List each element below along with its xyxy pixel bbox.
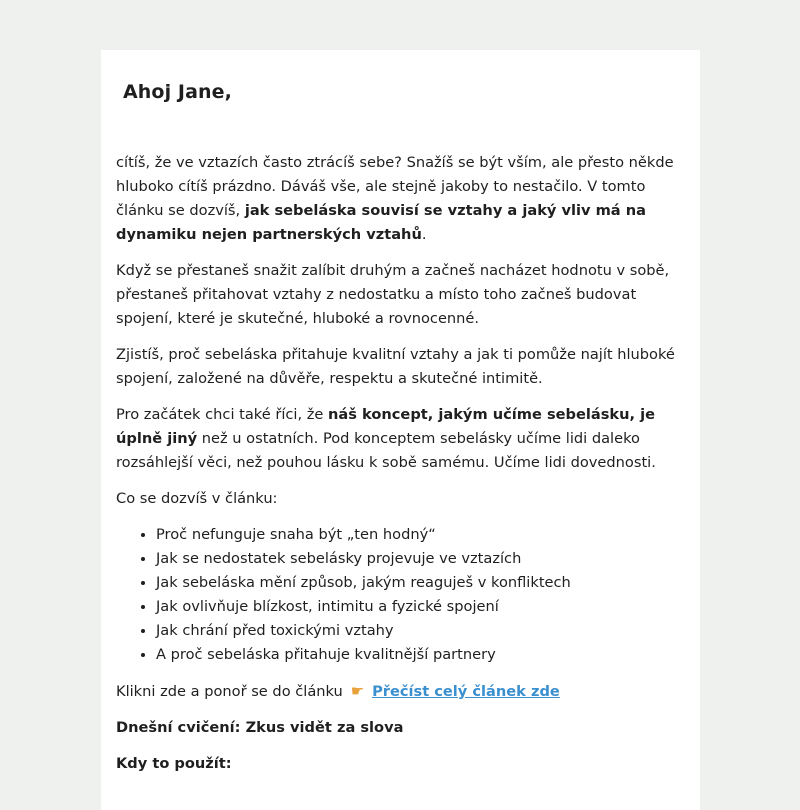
paragraph-3: Zjistíš, proč sebeláska přitahuje kvalitní vztahy a jak ti pomůže najít hluboké spojení, založené na důvěře, respektu a skutečné intimitě. xyxy=(116,346,675,387)
pointing-hand-icon: ☛ xyxy=(350,682,365,700)
email-body xyxy=(116,151,688,788)
paragraph-4-post: než u ostatních. Pod konceptem sebelásky učíme lidi daleko rozsáhlejší věci, než pouhou lásku k sobě samému. Učíme lidi dovednosti. xyxy=(116,430,656,471)
paragraph-4 xyxy=(116,403,688,475)
list-item: • Jak ovlivňuje blízkost, intimitu a fyzické spojení xyxy=(156,595,688,619)
list-item: • Jak chrání před toxickými vztahy xyxy=(156,619,688,643)
list-item: • A proč sebeláska přitahuje kvalitnější partnery xyxy=(156,643,688,667)
greeting: Ahoj Jane, xyxy=(123,81,232,103)
list-item: • Jak se nedostatek sebelásky projevuje ve vztazích xyxy=(156,547,688,571)
exercise-when: Kdy to použít: xyxy=(116,755,232,772)
intro-paragraph xyxy=(116,151,688,247)
email-card xyxy=(101,50,700,810)
cta-line xyxy=(116,679,688,704)
intro-bold: jak sebeláska souvisí se vztahy a jaký vliv má na dynamiku nejen partnerských vztahů xyxy=(116,202,646,243)
list-item: • Proč nefunguje snaha být „ten hodný“ xyxy=(156,523,688,547)
intro-text: cítíš, že ve vztazích často ztrácíš sebe? Snažíš se být vším, ale přesto někde hluboko cítíš prázdno. Dáváš vše, ale stejně jakoby to nestačilo. V tomto článku se dozvíš, xyxy=(116,154,674,219)
read-article-link[interactable]: Přečíst celý článek zde xyxy=(372,683,560,700)
paragraph-2: Když se přestaneš snažit zalíbit druhým a začneš nacházet hodnotu v sobě, přestaneš přitahovat vztahy z nedostatku a místo toho začneš budovat spojení, které je skutečné, hluboké a rovnocenné. xyxy=(116,262,670,327)
list-intro: Co se dozvíš v článku: xyxy=(116,490,278,507)
list-item: • Jak sebeláska mění způsob, jakým reaguješ v konfliktech xyxy=(156,571,688,595)
exercise-title: Dnešní cvičení: Zkus vidět za slova xyxy=(116,719,404,736)
article-topics-list xyxy=(116,523,688,667)
paragraph-4-bold: náš koncept, jakým učíme sebelásku, je úplně jiný xyxy=(116,406,656,447)
paragraph-4-pre: Pro začátek chci také říci, že xyxy=(116,406,329,423)
cta-text: Klikni zde a ponoř se do článku xyxy=(116,683,348,700)
intro-end: . xyxy=(421,226,427,243)
